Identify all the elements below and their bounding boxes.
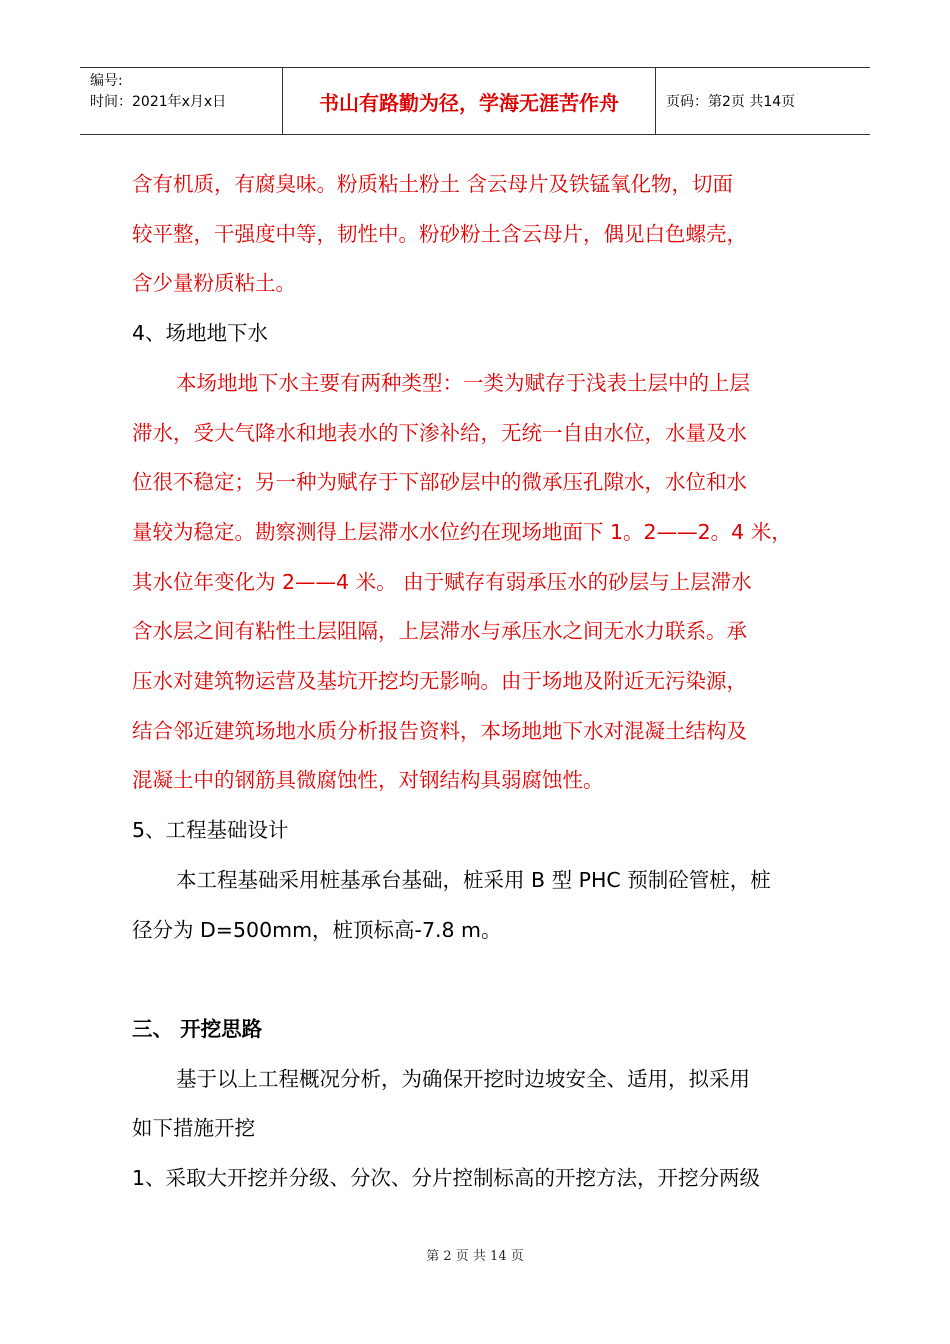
page-header [80, 67, 870, 135]
header-motto: 书山有路勤为径，学海无涯苦作舟 [283, 68, 656, 134]
paragraph-line: 径分为 D=500mm，桩顶标高-7.8 m。 [132, 917, 502, 942]
paragraph-line: 如下措施开挖 [132, 1116, 255, 1141]
time-label: 时间：2021年x月x日 [90, 94, 227, 110]
paragraph-line: 1、采取大开挖并分级、分次、分片控制标高的开挖方法，开挖分两级 [132, 1166, 761, 1191]
paragraph-line: 本场地地下水主要有两种类型：一类为赋存于浅表土层中的上层 [176, 370, 750, 395]
paragraph-line: 较平整，干强度中等，韧性中。粉砂粉土含云母片，偶见白色螺壳， [132, 221, 747, 246]
paragraph-line: 位很不稳定；另一种为赋存于下部砂层中的微承压孔隙水，水位和水 [132, 470, 747, 495]
blank-line [132, 955, 832, 1005]
paragraph-line: 含水层之间有粘性土层阻隔，上层滞水与承压水之间无水力联系。承 [132, 619, 747, 644]
paragraph-line: 含有机质，有腐臭味。粉质粘土粉土 含云母片及铁锰氧化物，切面 [132, 172, 734, 196]
paragraph-line: 结合邻近建筑场地水质分析报告资料，本场地地下水对混凝土结构及 [132, 718, 747, 743]
paragraph-line: 含少量粉质粘土。 [132, 271, 296, 296]
document-body [132, 160, 832, 1204]
header-meta [80, 68, 283, 134]
paragraph-line: 基于以上工程概况分析，为确保开挖时边坡安全、适用，拟采用 [176, 1066, 750, 1091]
header-page-info: 页码：第2页 共14页 [666, 94, 796, 110]
paragraph-line: 压水对建筑物运营及基坑开挖均无影响。由于场地及附近无污染源， [132, 669, 747, 694]
paragraph-line: 本工程基础采用桩基承台基础，桩采用 B 型 PHC 预制砼管桩，桩 [176, 867, 771, 892]
paragraph-line: 其水位年变化为 2——4 米。 由于赋存有弱承压水的砂层与上层滞水 [132, 569, 752, 594]
chapter-heading-excavation: 三、 开挖思路 [132, 1016, 263, 1041]
paragraph-line: 量较为稳定。勘察测得上层滞水水位约在现场地面下 1。2——2。4 米， [132, 519, 792, 544]
paragraph-line: 混凝土中的钢筋具微腐蚀性，对钢结构具弱腐蚀性。 [132, 768, 604, 793]
paragraph-line: 滞水，受大气降水和地表水的下渗补给，无统一自由水位，水量及水 [132, 420, 747, 445]
section-heading-foundation: 5、工程基础设计 [132, 818, 289, 843]
number-label: 编号: [90, 73, 123, 89]
section-heading-groundwater: 4、场地地下水 [132, 321, 269, 346]
page-footer: 第 2 页 共 14 页 [426, 1249, 524, 1264]
